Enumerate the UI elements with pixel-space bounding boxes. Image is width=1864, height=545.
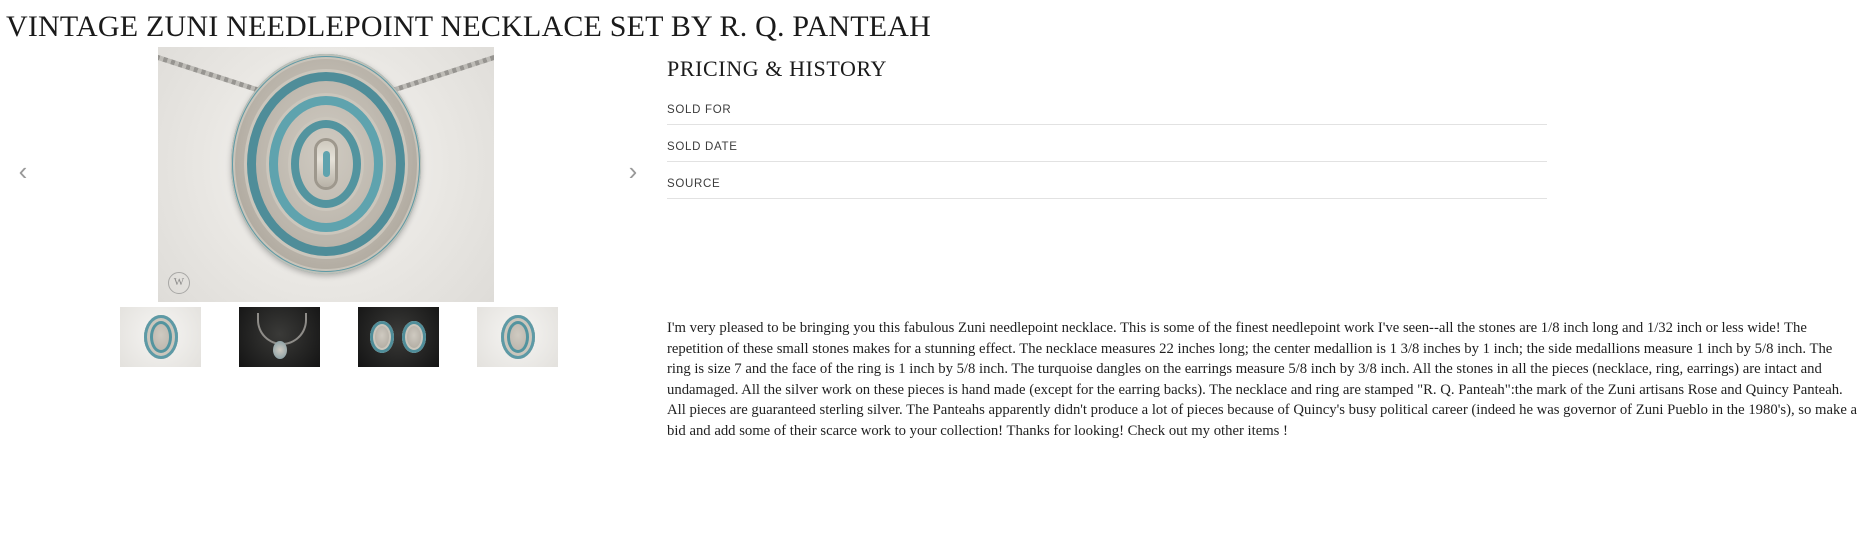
thumbnail-strip <box>120 307 600 367</box>
thumbnail-medallion <box>144 315 178 359</box>
thumbnail-pendant <box>273 341 287 359</box>
thumbnail-1[interactable] <box>120 307 201 367</box>
source-field: SOURCE <box>667 178 1547 199</box>
main-product-image[interactable] <box>158 47 494 302</box>
watermark-icon: W <box>168 272 190 294</box>
thumbnail-3[interactable] <box>358 307 439 367</box>
image-gallery <box>0 44 660 374</box>
thumbnail-4[interactable] <box>477 307 558 367</box>
pricing-and-history-panel <box>667 56 1847 215</box>
thumbnail-2[interactable] <box>239 307 320 367</box>
page-title: VINTAGE ZUNI NEEDLEPOINT NECKLACE SET BY R. Q. PANTEAH <box>6 10 932 43</box>
pricing-heading: PRICING & HISTORY <box>667 56 888 81</box>
thumbnail-earring-left <box>370 321 394 353</box>
sold-for-field: SOLD FOR <box>667 104 1547 125</box>
thumbnail-medallion <box>501 315 535 359</box>
bead-border <box>231 54 421 274</box>
sold-date-field: SOLD DATE <box>667 141 1547 162</box>
item-description: I'm very pleased to be bringing you this fabulous Zuni needlepoint necklace. This is some of the finest needlepoint work I've seen--all the stones are 1/8 inch long and 1/32 inch or less wide! The repetition of these small stones makes for a stunning effect. The necklace measures 22 inches long; the center medallion is 1 3/8 inches by 1 inch; the side medallions measure 1 inch by 5/8 inch. The ring is size 7 and the face of the ring is 1 inch by 5/8 inch. The turquoise dangles on the earrings measure 5/8 inch by 3/8 inch. All the stones in all the pieces (necklace, ring, earrings) are intact and undamaged. All the silver work on these pieces is hand made (except for the earring backs). The necklace and ring are stamped "R. Q. Panteah":the mark of the Zuni artisans Rose and Quincy Panteah. All pieces are guaranteed sterling silver. The Panteahs apparently didn't produce a lot of pieces because of Quincy's busy political career (indeed he was governor of Zuni Pueblo in the 1980's), so make a bid and add some of their scarce work to your collection! Thanks for looking! Check out my other items ! <box>667 320 1858 439</box>
thumbnail-earring-right <box>402 321 426 353</box>
pendant-medallion <box>231 54 421 274</box>
gallery-prev-arrow-icon[interactable]: ‹ <box>18 156 28 186</box>
main-product-photo <box>158 47 494 302</box>
gallery-next-arrow-icon[interactable]: › <box>628 156 638 186</box>
